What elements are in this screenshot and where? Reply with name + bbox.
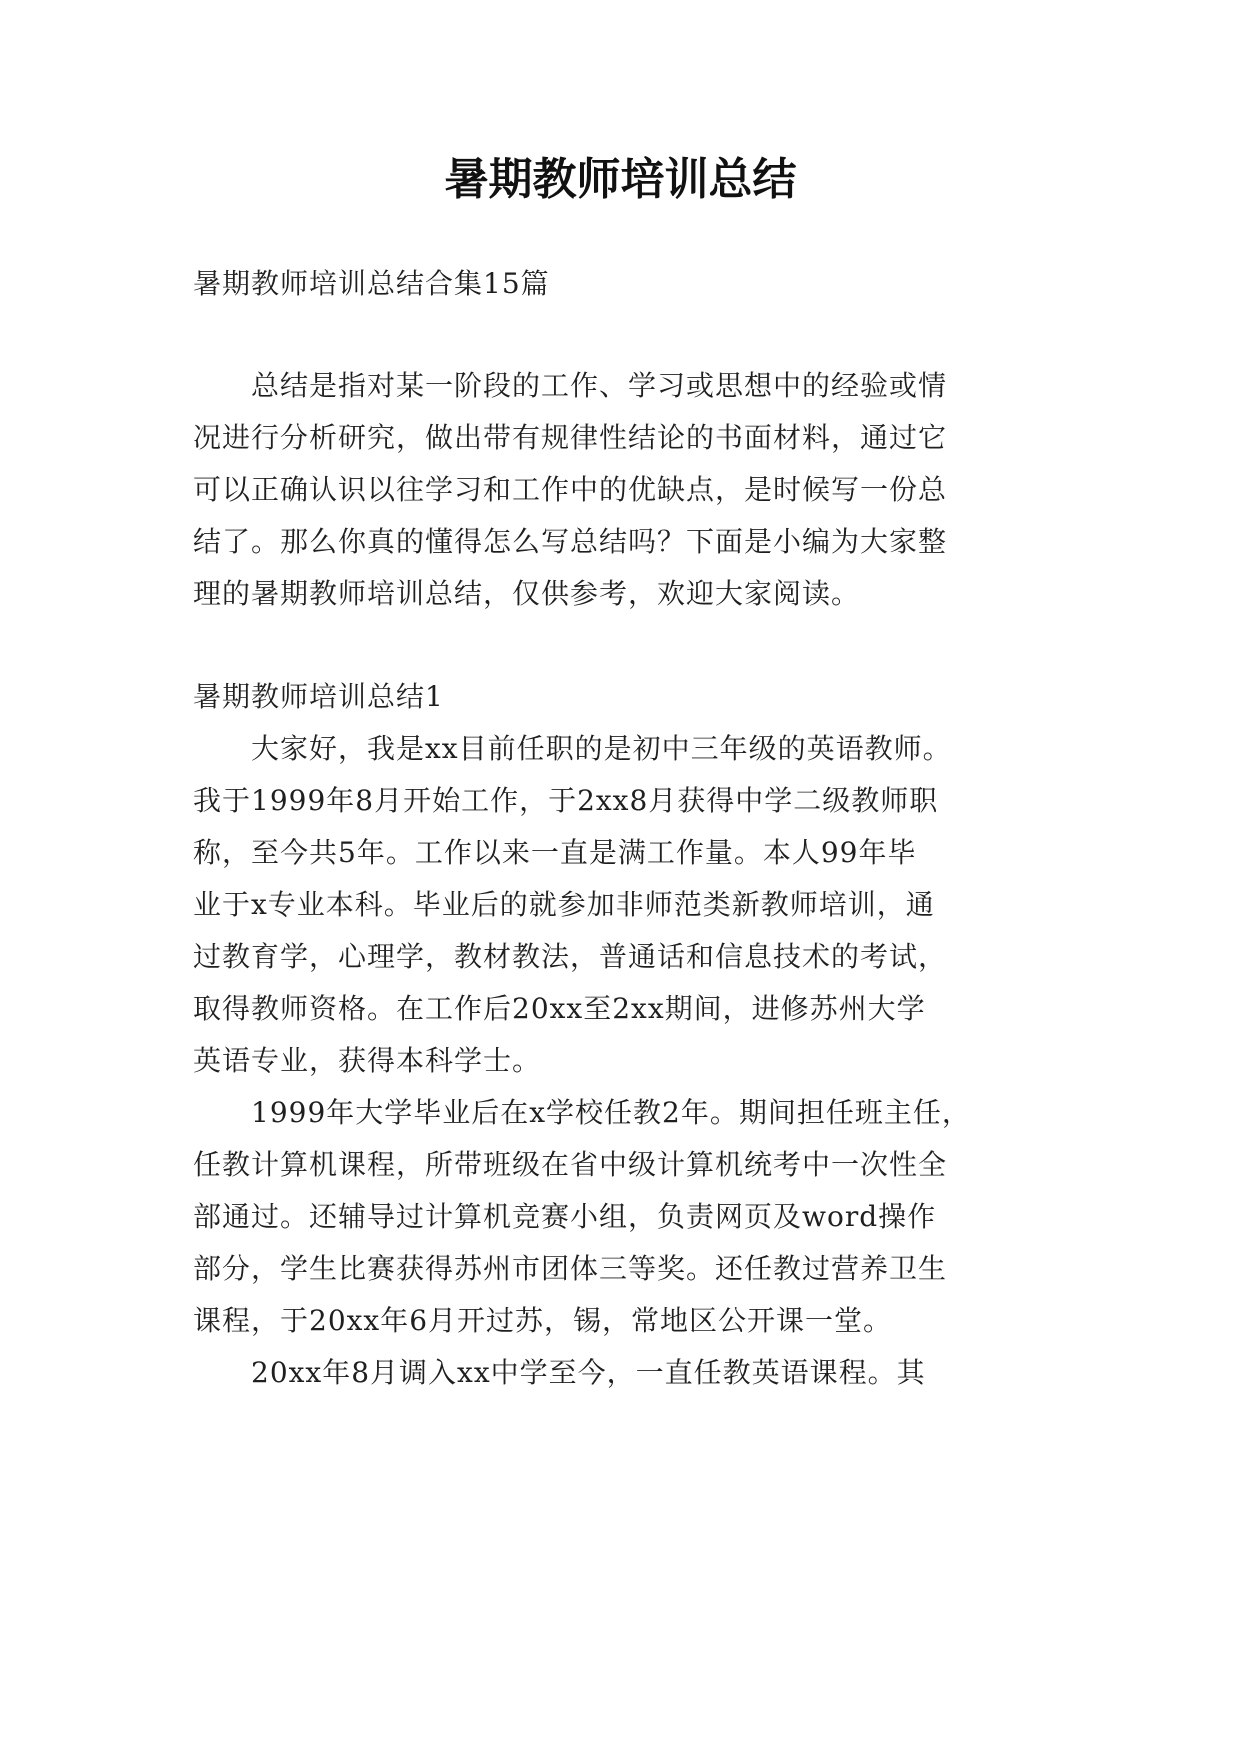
paragraph-line: 称，至今共5年。工作以来一直是满工作量。本人99年毕 <box>193 836 917 869</box>
paragraph-line: 大家好，我是xx目前任职的是初中三年级的英语教师。 <box>193 732 952 765</box>
paragraph-line: 1999年大学毕业后在x学校任教2年。期间担任班主任， <box>193 1096 971 1129</box>
paragraph-line: 任教计算机课程，所带班级在省中级计算机统考中一次性全 <box>193 1148 948 1181</box>
intro-line: 可以正确认识以往学习和工作中的优缺点，是时候写一份总 <box>193 473 948 506</box>
subtitle: 暑期教师培训总结合集15篇 <box>193 267 550 300</box>
paragraph-line: 课程，于20xx年6月开过苏，锡，常地区公开课一堂。 <box>193 1304 893 1337</box>
intro-line: 结了。那么你真的懂得怎么写总结吗？下面是小编为大家整 <box>193 525 948 558</box>
paragraph-line: 20xx年8月调入xx中学至今，一直任教英语课程。其 <box>193 1356 926 1389</box>
paragraph-line: 取得教师资格。在工作后20xx至2xx期间，进修苏州大学 <box>193 992 926 1025</box>
intro-line: 总结是指对某一阶段的工作、学习或思想中的经验或情 <box>193 369 948 402</box>
intro-line: 况进行分析研究，做出带有规律性结论的书面材料，通过它 <box>193 421 948 454</box>
document-title: 暑期教师培训总结 <box>444 154 797 205</box>
paragraph-line: 英语专业，获得本科学士。 <box>193 1044 542 1077</box>
paragraph-line: 我于1999年8月开始工作，于2xx8月获得中学二级教师职 <box>193 784 939 817</box>
paragraph-line: 业于x专业本科。毕业后的就参加非师范类新教师培训，通 <box>193 888 935 921</box>
paragraph-line: 部通过。还辅导过计算机竞赛小组，负责网页及word操作 <box>193 1200 937 1233</box>
section-heading: 暑期教师培训总结1 <box>193 680 444 713</box>
intro-line: 理的暑期教师培训总结，仅供参考，欢迎大家阅读。 <box>193 577 861 610</box>
paragraph-line: 过教育学，心理学，教材教法，普通话和信息技术的考试， <box>193 940 948 973</box>
paragraph-line: 部分，学生比赛获得苏州市团体三等奖。还任教过营养卫生 <box>193 1252 948 1285</box>
